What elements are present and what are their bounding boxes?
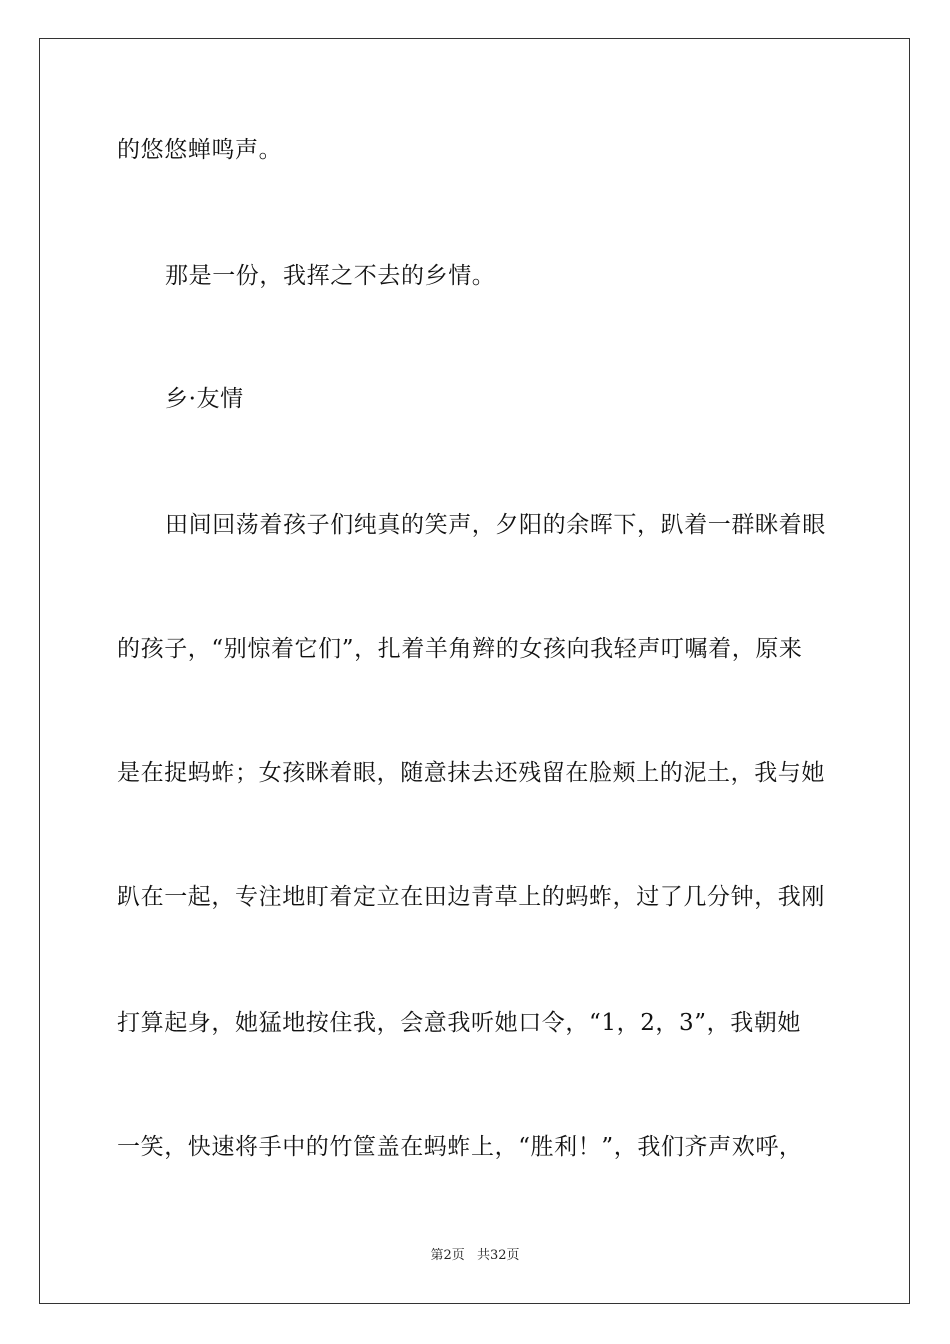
- text-line: 的悠悠蝉鸣声。: [117, 137, 283, 163]
- text-line: 打算起身，她猛地按住我，会意我听她口令，“1，2，3”，我朝她: [117, 1010, 802, 1036]
- page-footer: [0, 1246, 950, 1266]
- page-border: [39, 38, 910, 1304]
- page-number: 第2页: [430, 1248, 465, 1263]
- text-line: 田间回荡着孩子们纯真的笑声，夕阳的余晖下，趴着一群眯着眼: [165, 512, 826, 538]
- section-heading: 乡·友情: [165, 386, 244, 412]
- text-line: 是在捉蚂蚱；女孩眯着眼，随意抹去还残留在脸颊上的泥土，我与她: [117, 760, 825, 786]
- text-line: 一笑，快速将手中的竹筐盖在蚂蚱上，“胜利！”，我们齐声欢呼，: [117, 1134, 803, 1160]
- text-line: 的孩子，“别惊着它们”，扎着羊角辫的女孩向我轻声叮嘱着，原来: [117, 636, 803, 662]
- page-total: 共32页: [476, 1248, 520, 1263]
- text-line: 那是一份，我挥之不去的乡情。: [165, 263, 496, 289]
- text-line: 趴在一起，专注地盯着定立在田边青草上的蚂蚱，过了几分钟，我刚: [117, 884, 825, 910]
